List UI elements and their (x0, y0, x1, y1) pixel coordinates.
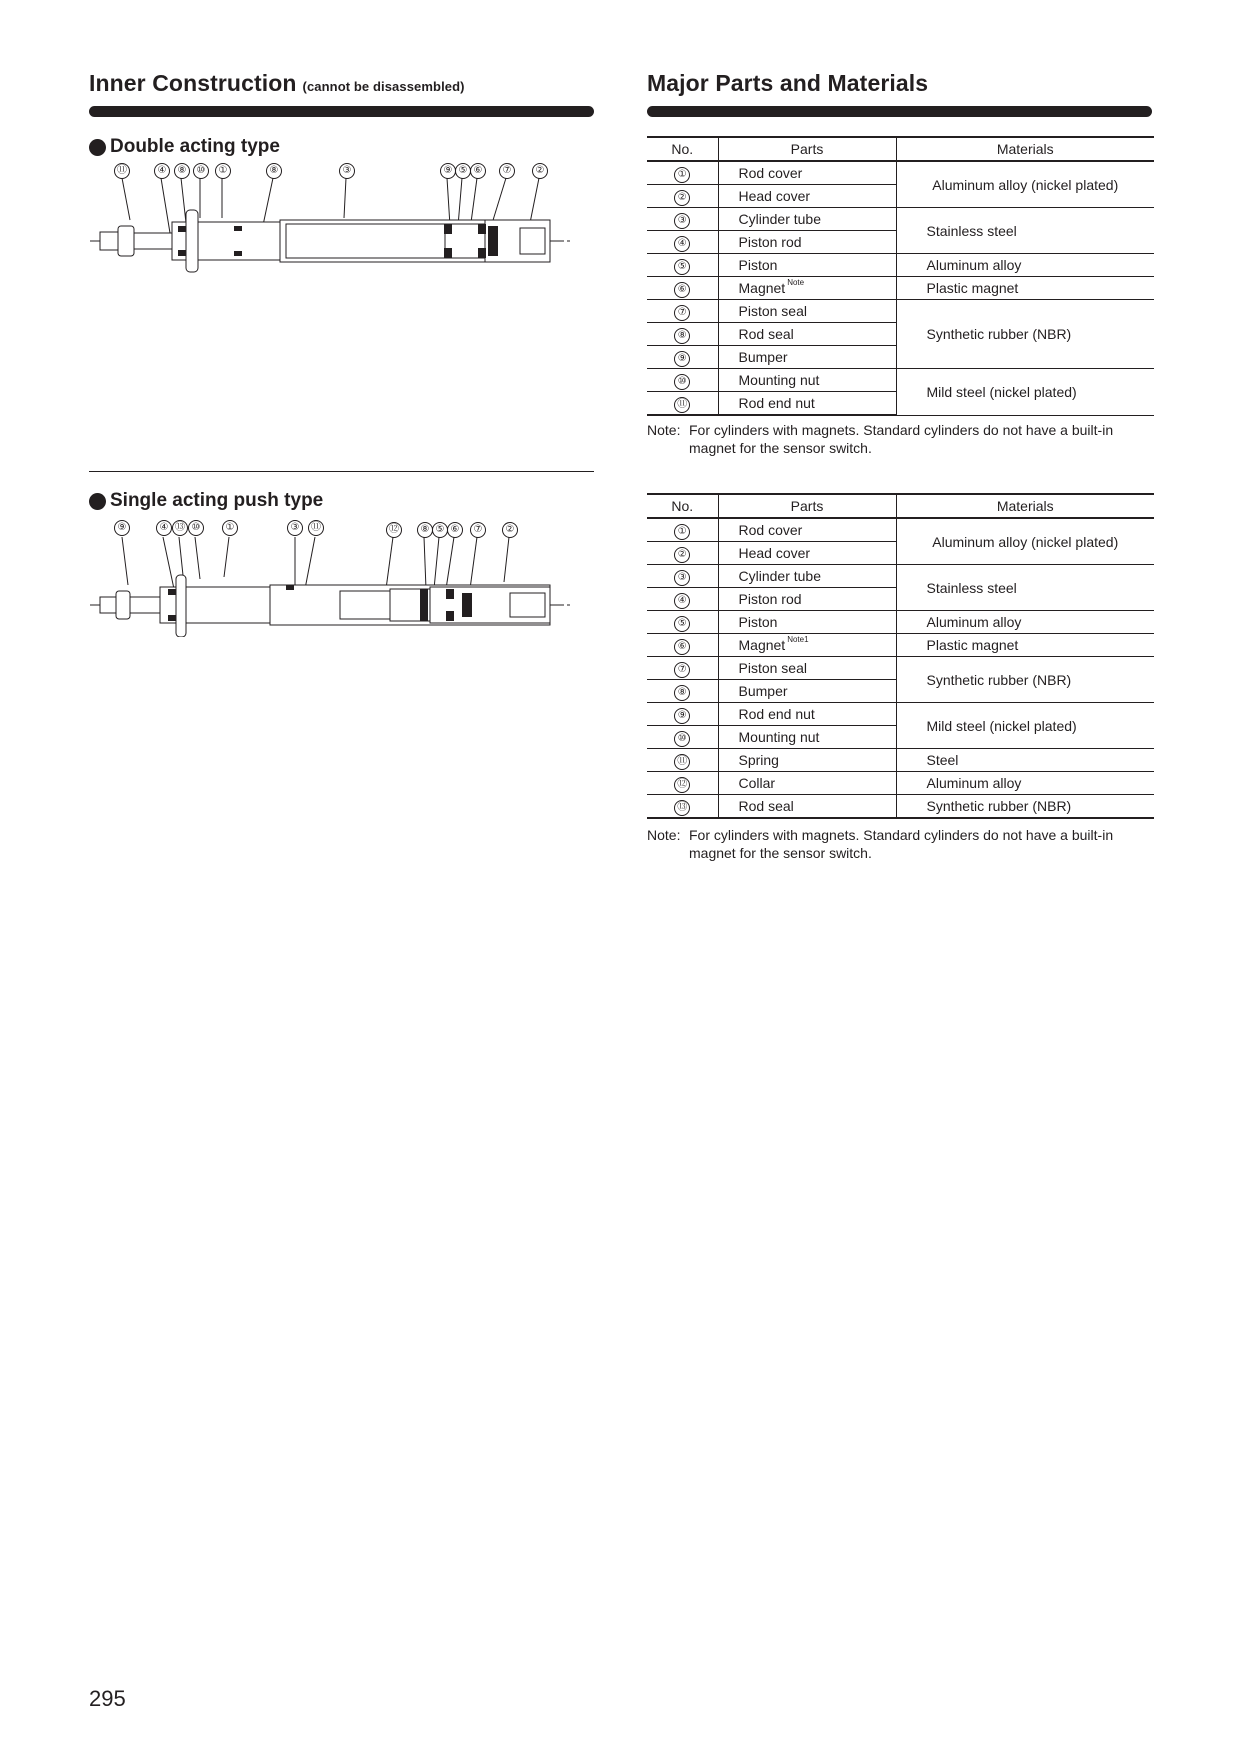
single-acting-title: Single acting push type (110, 490, 324, 511)
part-name: Piston rod (718, 231, 896, 254)
section-divider (89, 471, 594, 472)
callout: ⑧ (266, 163, 282, 179)
bullet-icon (89, 139, 106, 156)
double-acting-drawing (90, 178, 570, 278)
table-row (647, 772, 1154, 795)
material: Stainless steel (896, 565, 1154, 611)
callout: ③ (339, 163, 355, 179)
table-row (647, 518, 1154, 542)
header-parts: Parts (718, 494, 896, 518)
row-number: ③ (647, 208, 718, 231)
callout: ② (502, 522, 518, 538)
part-name: Head cover (718, 185, 896, 208)
material: Plastic magnet (896, 277, 1154, 300)
table-row (647, 300, 1154, 323)
row-number: ⑩ (647, 369, 718, 392)
row-number: ⑪ (647, 392, 718, 416)
callout: ⑫ (386, 522, 402, 538)
header-no: No. (647, 137, 718, 161)
note-label: Note: (647, 827, 681, 843)
table-row (647, 565, 1154, 588)
callout: ③ (287, 520, 303, 536)
part-name: Rod cover (718, 518, 896, 542)
material: Plastic magnet (896, 634, 1154, 657)
inner-construction-note: (cannot be disassembled) (302, 79, 465, 94)
note-marker: Note (787, 278, 805, 287)
header-materials: Materials (896, 137, 1154, 161)
material: Aluminum alloy (nickel plated) (896, 161, 1154, 208)
row-number: ⑨ (647, 703, 718, 726)
parts-table-single (647, 493, 1154, 819)
row-number: ③ (647, 565, 718, 588)
section-bar-left (89, 106, 594, 117)
callout: ⑪ (308, 520, 324, 536)
table-row (647, 634, 1154, 657)
part-name: Spring (718, 749, 896, 772)
row-number: ⑪ (647, 749, 718, 772)
table-row (647, 749, 1154, 772)
table-row (647, 703, 1154, 726)
part-name: Piston (718, 611, 896, 634)
header-no: No. (647, 494, 718, 518)
row-number: ⑤ (647, 611, 718, 634)
row-number: ⑥ (647, 277, 718, 300)
callout: ⑨ (440, 163, 456, 179)
double-acting-title: Double acting type (110, 136, 280, 157)
row-number: ⑩ (647, 726, 718, 749)
callout: ⑬ (172, 520, 188, 536)
part-name: Mounting nut (718, 726, 896, 749)
callout: ⑦ (499, 163, 515, 179)
part-name: Rod seal (718, 323, 896, 346)
material: Synthetic rubber (NBR) (896, 795, 1154, 819)
inner-construction-title (89, 70, 465, 97)
note-label: Note: (647, 422, 681, 438)
part-name: Rod end nut (718, 392, 896, 416)
material: Aluminum alloy (896, 254, 1154, 277)
part-name: Rod cover (718, 161, 896, 185)
row-number: ② (647, 185, 718, 208)
material: Synthetic rubber (NBR) (896, 657, 1154, 703)
callout: ④ (156, 520, 172, 536)
callout: ⑩ (193, 163, 209, 179)
row-number: ⑬ (647, 795, 718, 819)
row-number: ① (647, 161, 718, 185)
callout: ⑩ (188, 520, 204, 536)
table-note-1 (647, 421, 1157, 457)
callout: ② (532, 163, 548, 179)
part-name: Piston seal (718, 300, 896, 323)
callout: ⑦ (470, 522, 486, 538)
row-number: ⑧ (647, 323, 718, 346)
page-number: 295 (89, 1686, 126, 1711)
material: Stainless steel (896, 208, 1154, 254)
material: Aluminum alloy (896, 772, 1154, 795)
row-number: ② (647, 542, 718, 565)
row-number: ⑫ (647, 772, 718, 795)
table-row (647, 277, 1154, 300)
callout: ⑥ (447, 522, 463, 538)
row-number: ⑤ (647, 254, 718, 277)
part-name: Bumper (718, 346, 896, 369)
table-header (647, 137, 1154, 161)
major-parts-title: Major Parts and Materials (647, 70, 929, 96)
callout: ⑥ (470, 163, 486, 179)
callout: ⑧ (417, 522, 433, 538)
inner-construction-heading: Inner Construction (89, 70, 297, 96)
material: Mild steel (nickel plated) (896, 369, 1154, 416)
table-row (647, 657, 1154, 680)
table-row (647, 208, 1154, 231)
parts-table-double (647, 136, 1154, 416)
callout: ① (222, 520, 238, 536)
row-number: ① (647, 518, 718, 542)
callout: ⑤ (455, 163, 471, 179)
row-number: ⑦ (647, 300, 718, 323)
note-text: For cylinders with magnets. Standard cylinders do not have a built-in magnet for the sensor switch. (689, 422, 1114, 456)
row-number: ④ (647, 588, 718, 611)
part-name: Bumper (718, 680, 896, 703)
table-header (647, 494, 1154, 518)
bullet-icon (89, 493, 106, 510)
part-name: Cylinder tube (718, 565, 896, 588)
row-number: ⑧ (647, 680, 718, 703)
callout: ⑪ (114, 163, 130, 179)
material: Synthetic rubber (NBR) (896, 300, 1154, 369)
table-row (647, 369, 1154, 392)
row-number: ④ (647, 231, 718, 254)
part-name: Piston rod (718, 588, 896, 611)
row-number: ⑦ (647, 657, 718, 680)
callout: ① (215, 163, 231, 179)
double-acting-heading (89, 136, 280, 158)
part-name: Magnet $^{Note1}$ (718, 634, 896, 657)
material: Steel (896, 749, 1154, 772)
material: Aluminum alloy (nickel plated) (896, 518, 1154, 565)
table-note-2 (647, 826, 1157, 862)
row-number: ⑥ (647, 634, 718, 657)
part-name: Piston (718, 254, 896, 277)
part-name: Piston seal (718, 657, 896, 680)
callout: ⑧ (174, 163, 190, 179)
part-name: Rod seal (718, 795, 896, 819)
part-name: Head cover (718, 542, 896, 565)
header-materials: Materials (896, 494, 1154, 518)
table-row (647, 795, 1154, 819)
part-name: Cylinder tube (718, 208, 896, 231)
material: Aluminum alloy (896, 611, 1154, 634)
note-marker: Note1 (787, 635, 809, 644)
part-name: Collar (718, 772, 896, 795)
table-row (647, 611, 1154, 634)
note-text: For cylinders with magnets. Standard cylinders do not have a built-in magnet for the sensor switch. (689, 827, 1114, 861)
table-row (647, 161, 1154, 185)
table-row (647, 254, 1154, 277)
part-name: Mounting nut (718, 369, 896, 392)
material: Mild steel (nickel plated) (896, 703, 1154, 749)
single-acting-drawing (90, 537, 570, 637)
section-bar-right (647, 106, 1152, 117)
part-name: Magnet $^{Note}$ (718, 277, 896, 300)
callout: ⑨ (114, 520, 130, 536)
callout: ④ (154, 163, 170, 179)
row-number: ⑨ (647, 346, 718, 369)
callout: ⑤ (432, 522, 448, 538)
part-name: Rod end nut (718, 703, 896, 726)
single-acting-heading (89, 490, 323, 512)
header-parts: Parts (718, 137, 896, 161)
